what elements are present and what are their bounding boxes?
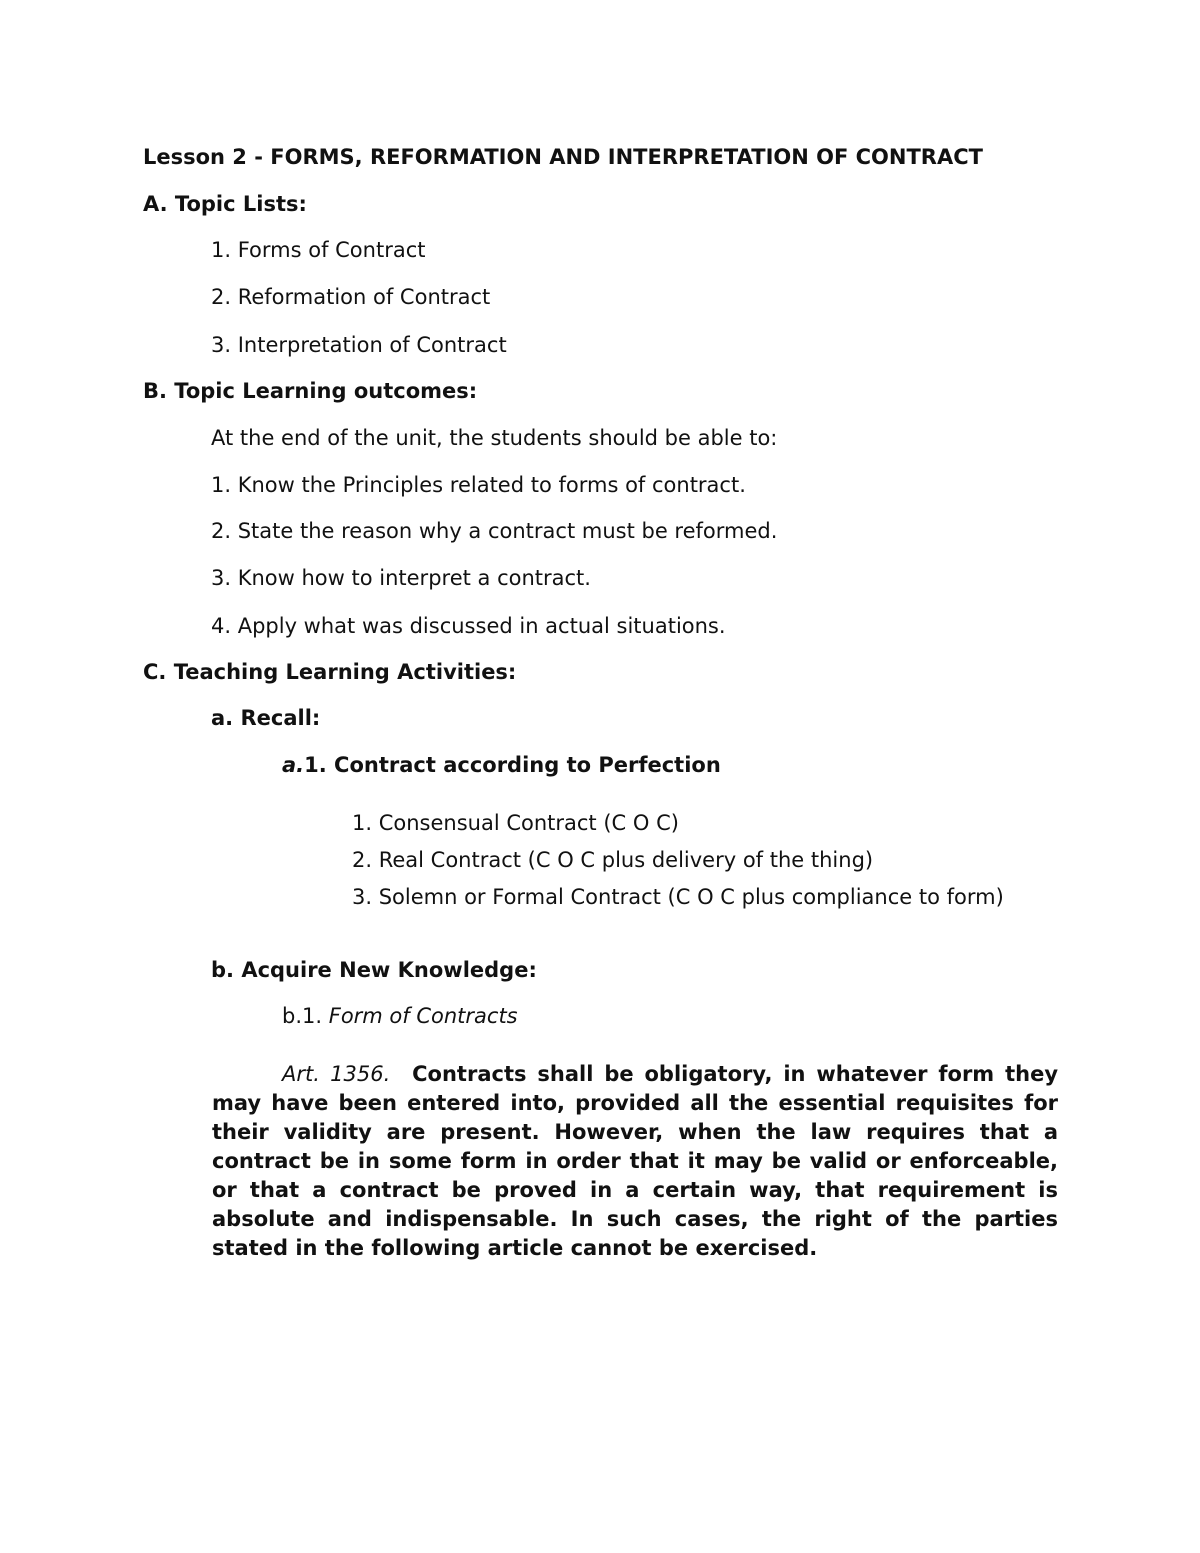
outcome-item: 3. Know how to interpret a contract.: [211, 566, 591, 590]
recall-heading: a. Recall:: [211, 706, 321, 730]
outcome-item: 2. State the reason why a contract must be reformed.: [211, 519, 778, 543]
acquire-subheading-text: Form of Contracts: [328, 1004, 518, 1028]
section-c-heading: C. Teaching Learning Activities:: [143, 660, 517, 684]
section-b-heading: B. Topic Learning outcomes:: [143, 379, 478, 403]
article-text: Contracts shall be obligatory, in whatever form they may have been entered into, provided all the essential requisites for their validity are present. However, when the law requires that a contract be in some form in order that it may be valid or enforceable, or that a contract be proved in a certain way, that requirement is absolute and indispensable. In such cases, the right of the parties stated in the following article cannot be exercised.: [212, 1062, 1059, 1260]
outcomes-intro: At the end of the unit, the students should be able to:: [211, 426, 778, 450]
recall-subheading: [282, 751, 721, 779]
recall-subheading-prefix: a.: [282, 753, 305, 777]
perfection-item: 1. Consensual Contract (C O C): [352, 811, 679, 835]
lesson-title: Lesson 2 - FORMS, REFORMATION AND INTERPRETATION OF CONTRACT: [143, 145, 983, 169]
outcome-item: 1. Know the Principles related to forms of contract.: [211, 473, 746, 497]
recall-subheading-text: 1. Contract according to Perfection: [304, 753, 721, 777]
topic-list-item: 2. Reformation of Contract: [211, 285, 491, 309]
acquire-heading: b. Acquire New Knowledge:: [211, 958, 537, 982]
topic-list-item: 3. Interpretation of Contract: [211, 333, 507, 357]
outcome-item: 4. Apply what was discussed in actual situations.: [211, 614, 726, 638]
perfection-item: 2. Real Contract (C O C plus delivery of the thing): [352, 848, 874, 872]
article-reference: Art. 1356.: [282, 1062, 391, 1086]
perfection-item: 3. Solemn or Formal Contract (C O C plus compliance to form): [352, 885, 1004, 909]
section-a-heading: A. Topic Lists:: [143, 192, 307, 216]
acquire-subheading-prefix: b.1.: [282, 1004, 323, 1028]
article-1356-paragraph: [212, 1060, 1058, 1263]
topic-list-item: 1. Forms of Contract: [211, 238, 426, 262]
acquire-subheading: [282, 1002, 518, 1030]
